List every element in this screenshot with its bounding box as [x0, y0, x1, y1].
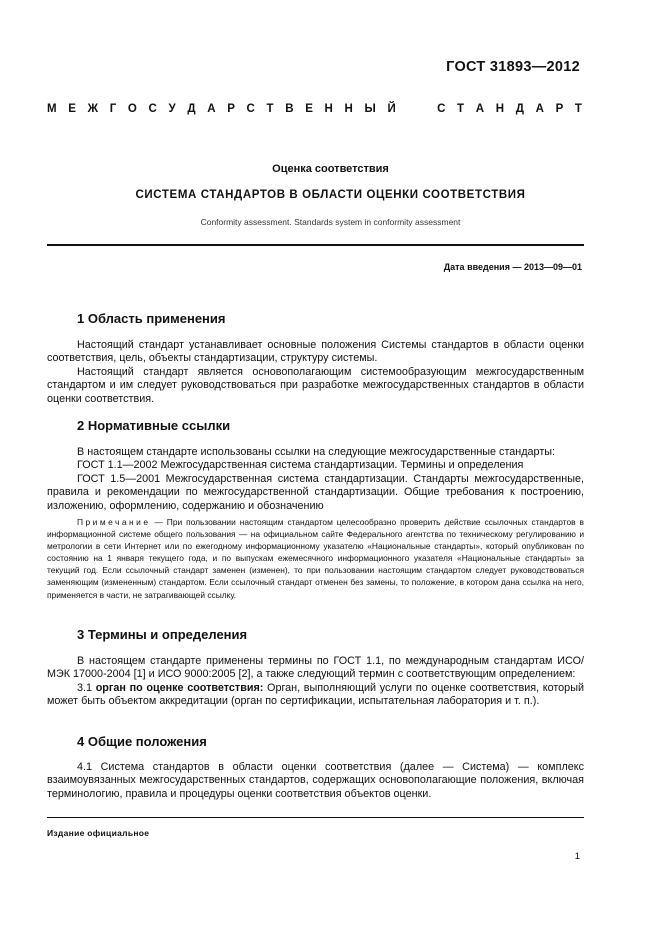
- english-title: Conformity assessment. Standards system in conformity assessment: [200, 217, 461, 227]
- introduction-date: Дата введения — 2013—09—01: [443, 262, 582, 272]
- heading-letter: С: [246, 103, 255, 115]
- section-4-heading: 4 Общие положения: [77, 734, 207, 749]
- heading-letter: Й: [387, 103, 396, 115]
- term-text: Орган, выполняющий услуги по оценке соответствия, который может быть объектом аккредитации (орган по сертификации, испытательная лаборатория и т. п.).: [47, 681, 584, 708]
- heading-letter: Г: [109, 103, 117, 115]
- heading-letter: А: [207, 103, 216, 115]
- term: орган по оценке соответствия:: [95, 681, 264, 694]
- heading-letter: О: [127, 103, 137, 115]
- section-3-body: [47, 655, 584, 709]
- heading-letter: Ы: [364, 103, 376, 115]
- term-definition: [47, 682, 584, 709]
- heading-letter: А: [535, 103, 544, 115]
- paragraph: 4.1 Система стандартов в области оценки соответствия (далее — Система) — комплекс взаимоувязанных межгосударственных стандартов, содержащих основополагающие положения, включая терминологию, правила и процедуры оценки соответствия объектов оценки.: [47, 761, 584, 800]
- heading-letter: А: [475, 103, 485, 115]
- heading-letter: У: [168, 103, 176, 115]
- footer-divider: [47, 817, 584, 818]
- document-subtitle: Оценка соответствия: [272, 163, 389, 175]
- heading-letter: Е: [68, 103, 76, 115]
- section-1-heading: 1 Область применения: [77, 311, 226, 326]
- term-number: 3.1: [77, 681, 96, 694]
- interstate-standard-heading: [47, 103, 582, 115]
- page-number: 1: [574, 851, 580, 862]
- heading-letter: Н: [324, 103, 333, 115]
- paragraph: В настоящем стандарте применены термины по ГОСТ 1.1, по международным стандартам ИСО/МЭК 17000-2004 [1] и ИСО 9000:2005 [2], а также следующий термин с соответствующим определением:: [47, 655, 584, 681]
- document-code: ГОСТ 31893—2012: [446, 59, 580, 75]
- heading-letter: Т: [457, 103, 465, 115]
- paragraph: Настоящий стандарт устанавливает основные положения Системы стандартов в области оценки соответствия, цель, объекты стандартизации, структуру системы.: [47, 339, 584, 365]
- paragraph: Настоящий стандарт является основополагающим системообразующим межгосударственным стандартом и им следует руководствоваться при разработке межгосударственных стандартов в области оценки соответствия.: [47, 365, 584, 405]
- section-2-heading: 2 Нормативные ссылки: [77, 418, 231, 433]
- title-divider: [47, 244, 584, 246]
- heading-letter: Н: [344, 103, 353, 115]
- section-3-heading: 3 Термины и определения: [77, 627, 248, 642]
- word-gap: [407, 103, 425, 115]
- document-title: СИСТЕМА СТАНДАРТОВ В ОБЛАСТИ ОЦЕНКИ СООТВЕТСТВИЯ: [135, 189, 526, 201]
- heading-letter: С: [437, 103, 446, 115]
- note-text: — При пользовании настоящим стандартом целесообразно проверить действие ссылочных стандартов в информационной системе общего пользования — на официальном сайте Федерального агентства по техническому регулированию и метрологии в сети Интернет или по ежегодному информационному указателю «Национальные стандарты», который опубликован по состоянию на 1 января текущего года, и по выпускам ежемесячного информационного указателя «Национальные стандарты» за текущий год. Если ссылочный стандарт заменен (изменен), то при пользовании настоящим стандартом следует руководствоваться заменяющим (измененным) стандартом. Если ссылочный стандарт отменен без замены, то положение, в котором дана ссылка на него, применяется в части, не затрагивающей ссылку.: [47, 517, 584, 600]
- paragraph: ГОСТ 1.1—2002 Межгосударственная система стандартизации. Термины и определения: [77, 459, 524, 472]
- heading-letter: Н: [495, 103, 505, 115]
- paragraph: ГОСТ 1.5—2001 Межгосударственная система стандартизации. Стандарты межгосударственные, правила и рекомендации по межгосударственной стандартизации. Общие требования к построению, изложению, оформлению, содержанию и обозначению: [47, 472, 584, 512]
- heading-letter: Т: [574, 103, 582, 115]
- heading-letter: М: [47, 103, 57, 115]
- heading-letter: Т: [266, 103, 274, 115]
- heading-letter: Д: [515, 103, 524, 115]
- section-4-body: [47, 761, 584, 801]
- note-label: Примечание: [77, 517, 151, 527]
- heading-letter: В: [285, 103, 294, 115]
- heading-letter: С: [148, 103, 157, 115]
- section-1-body: [47, 339, 584, 406]
- note-block: [47, 516, 584, 601]
- heading-letter: Е: [305, 103, 313, 115]
- paragraph: В настоящем стандарте использованы ссылки на следующие межгосударственные стандарты:: [77, 446, 556, 458]
- heading-letter: Р: [555, 103, 564, 115]
- official-edition-label: Издание официальное: [47, 828, 150, 838]
- heading-letter: Д: [187, 103, 196, 115]
- heading-letter: Р: [227, 103, 235, 115]
- heading-letter: Ж: [87, 103, 99, 115]
- section-2-body: [47, 446, 584, 513]
